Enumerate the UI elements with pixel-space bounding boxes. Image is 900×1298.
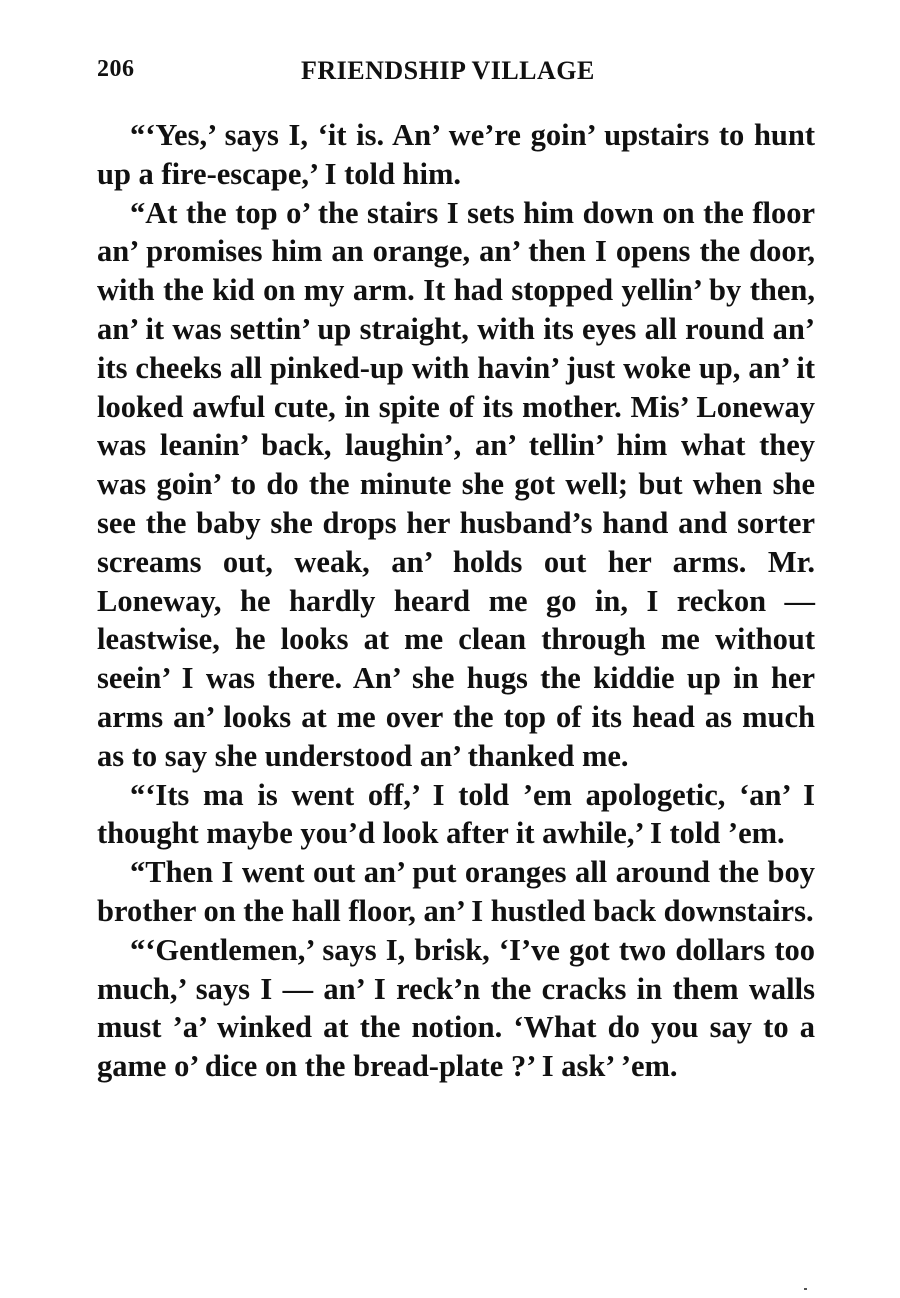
paragraph-5: “‘Gentlemen,’ says I, brisk, ‘I’ve got two dollars too much,’ says I — an’ I reck’n the cracks in them walls must ’a’ winked at the notion. ‘What do you say to a game o’ dice on the bread-plate ?’ I ask’ ’em. bbox=[97, 932, 815, 1084]
page-number: 206 bbox=[97, 56, 135, 82]
paragraph-3: “‘Its ma is went off,’ I told ’em apologetic, ‘an’ I thought maybe you’d look after it awhile,’ I told ’em. bbox=[97, 777, 815, 851]
print-speck bbox=[804, 1288, 807, 1290]
paragraph-1: “‘Yes,’ says I, ‘it is. An’ we’re goin’ upstairs to hunt up a fire-escape,’ I told him. bbox=[97, 118, 815, 191]
paragraph-2: “At the top o’ the stairs I sets him down on the floor an’ promises him an orange, an’ then I opens the door, with the kid on my arm. It had stopped yellin’ by then, an’ it was settin’ up straight, with its eyes all round an’ its cheeks all pinked-up with havin’ just woke up, an’ it looked awful cute, in spite of its mother. Mis’ Loneway was leanin’ back, laughin’, an’ tellin’ him what they was goin’ to do the minute she got well; but when she see the baby she drops her husband’s hand and sorter screams out, weak, an’ holds out her arms. Mr. Loneway, he hardly heard me go in, I reckon — leastwise, he looks at me clean through me without seein’ I was there. An’ she hugs the kiddie up in her arms an’ looks at me over the top of its head as much as to say she understood an’ thanked me. bbox=[97, 195, 815, 773]
paragraph-4: “Then I went out an’ put oranges all around the boy brother on the hall floor, an’ I hustled back downstairs. bbox=[97, 855, 815, 928]
book-title: FRIENDSHIP VILLAGE bbox=[301, 56, 595, 85]
body-text bbox=[97, 116, 815, 1086]
running-head bbox=[97, 52, 815, 92]
book-page bbox=[97, 52, 815, 1086]
